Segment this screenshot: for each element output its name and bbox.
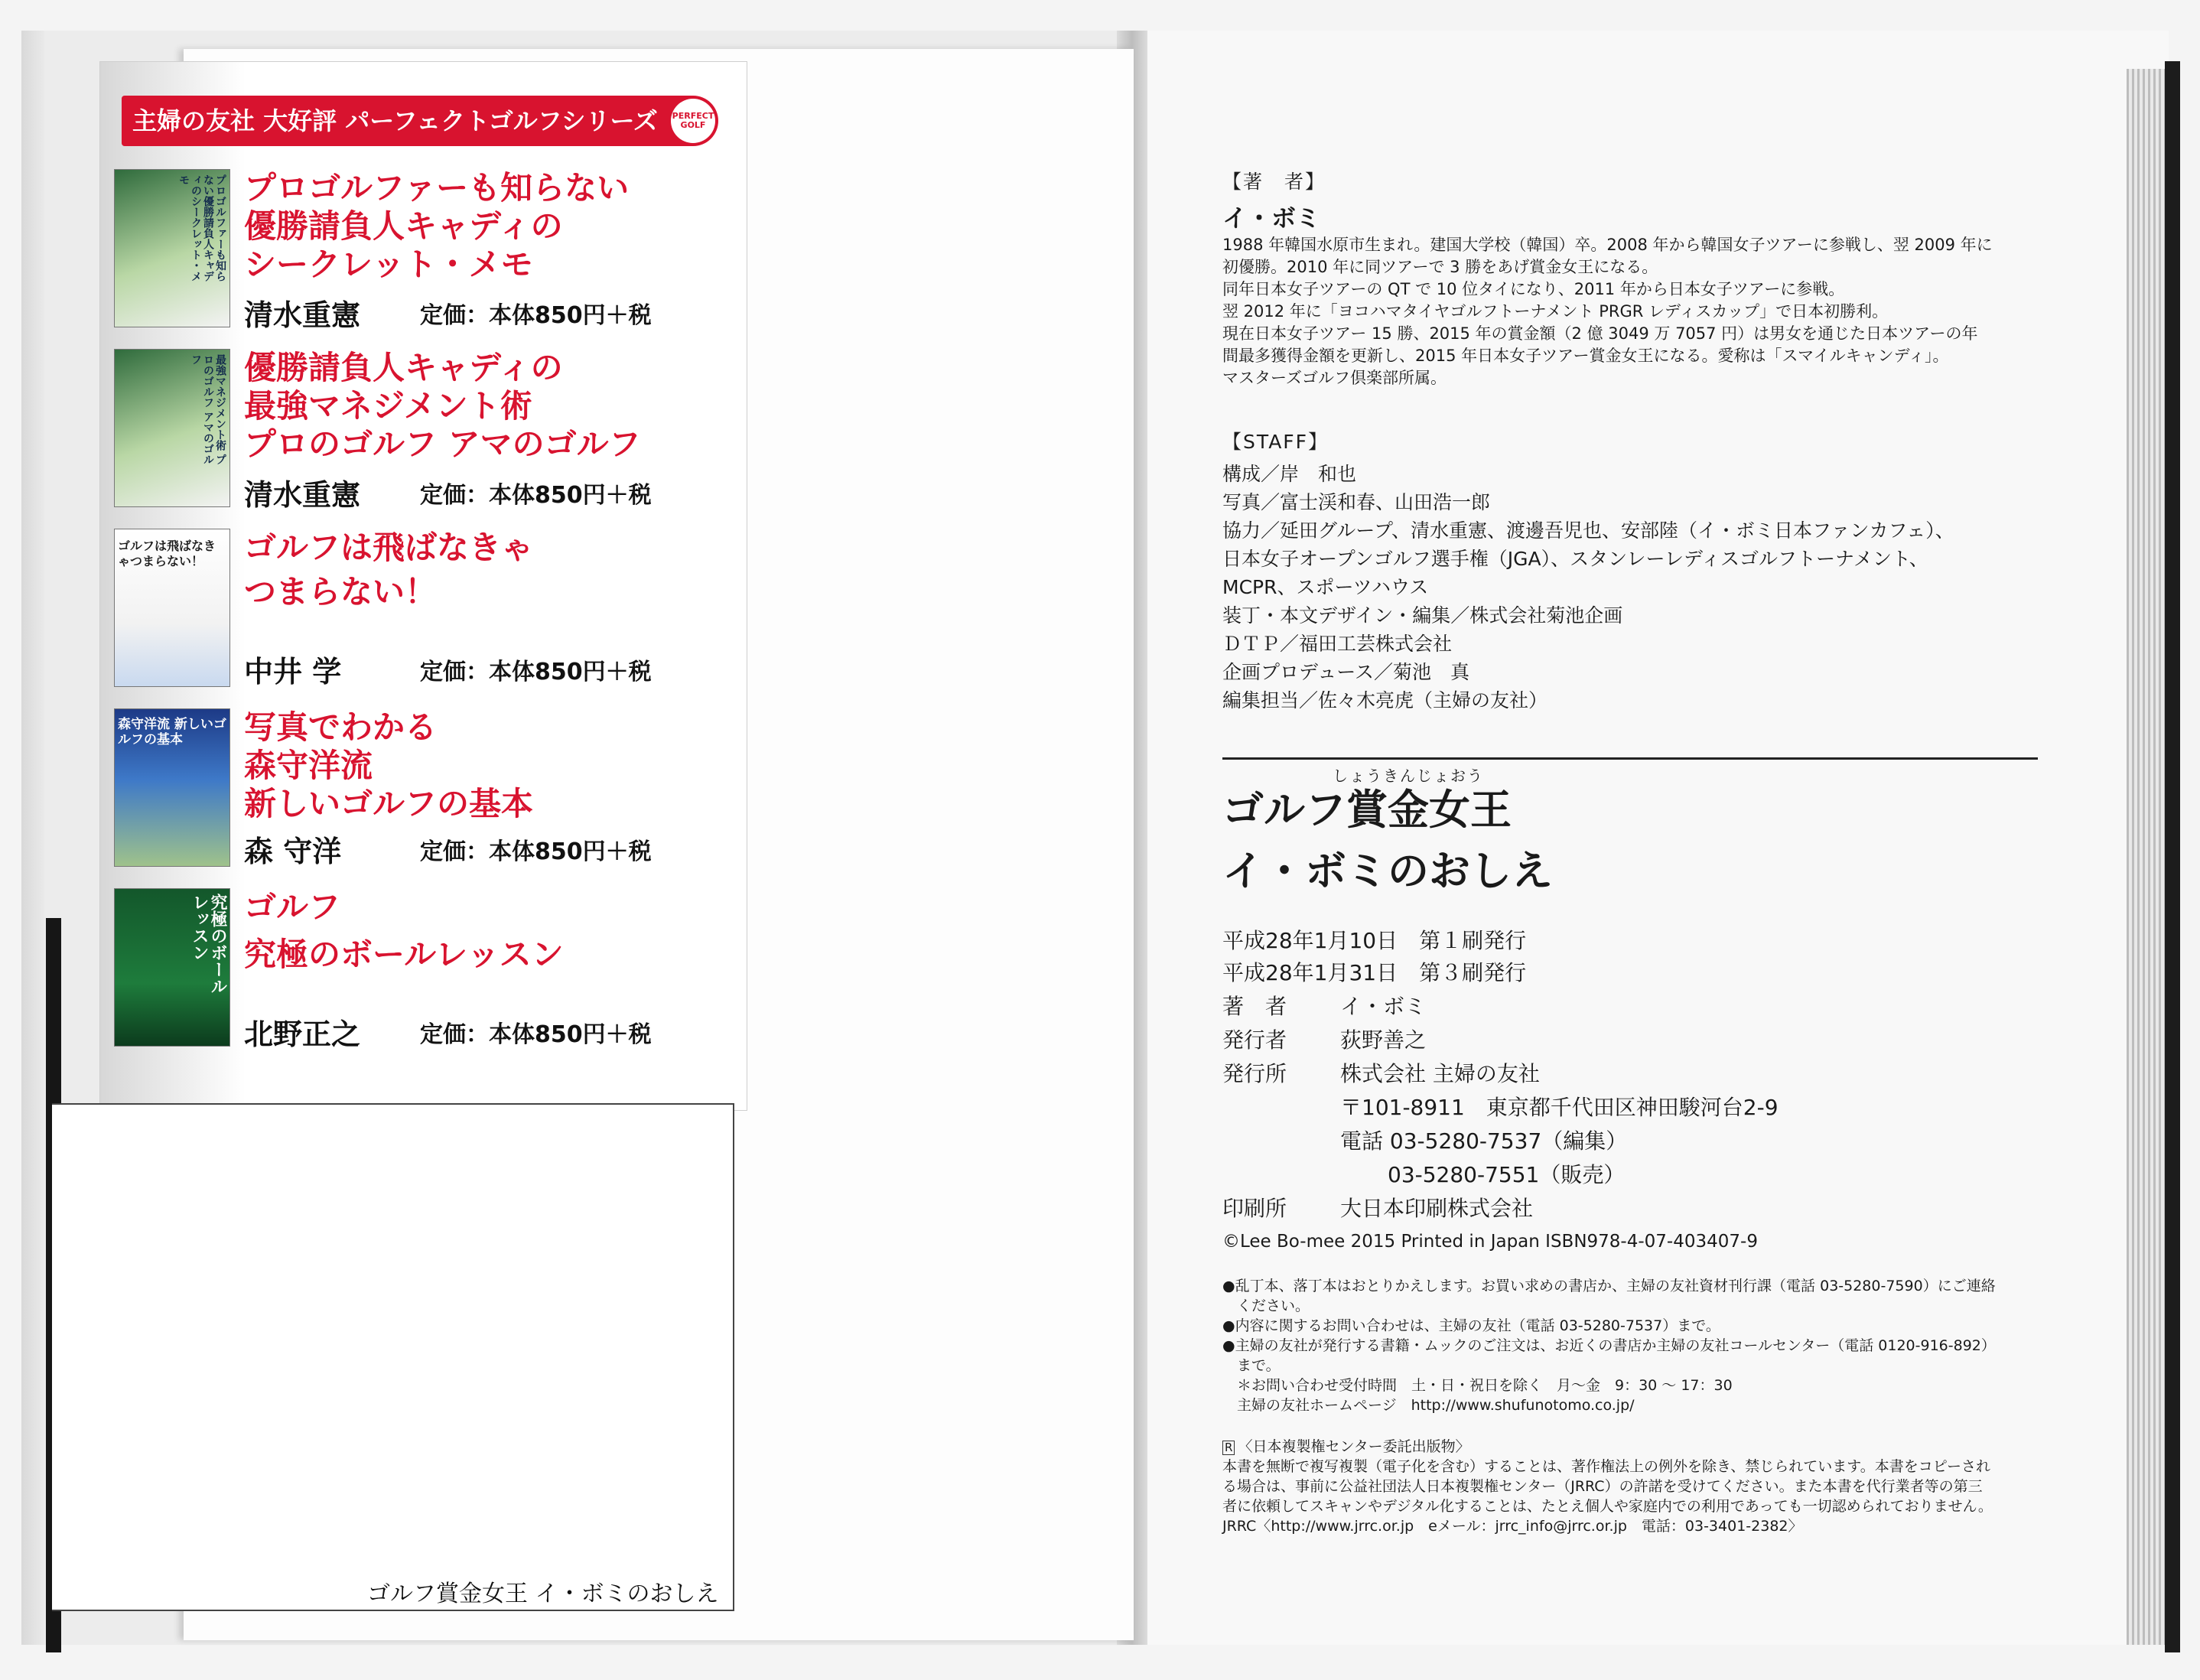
book-title-line: ゴルフは飛ばなきゃ: [244, 529, 534, 566]
staff-line: 協力／延田グループ、清水重憲、渡邊吾児也、安部陸（イ・ボミ日本ファンカフェ）、: [1222, 519, 1954, 542]
note-line: まで。: [1222, 1357, 1281, 1374]
pub-value: 株式会社 主婦の友社: [1340, 1061, 1540, 1086]
book-title-line: 新しいゴルフの基本: [244, 785, 534, 822]
cover-title: 森守洋流 新しいゴルフの基本: [118, 717, 226, 747]
jrrc-heading-line: [1222, 1437, 1993, 1457]
series-header: [122, 96, 718, 146]
right-cover-edge: [2165, 61, 2180, 1652]
staff-line: 写真／富士渓和春、山田浩一郎: [1222, 491, 1491, 513]
book-title: [244, 708, 533, 823]
staff-line: 装丁・本文デザイン・編集／株式会社菊池企画: [1222, 604, 1623, 627]
book-cover: [114, 169, 230, 327]
jrrc-notice: [1222, 1437, 1993, 1536]
copyright-line: ©Lee Bo-mee 2015 Printed in Japan ISBN978-4-07-403407-9: [1222, 1232, 1758, 1252]
staff-line: 日本女子オープンゴルフ選手権（JGA）、スタンレーレディスゴルフトーナメント、: [1222, 548, 1928, 570]
pub-value: 大日本印刷株式会社: [1340, 1196, 1534, 1221]
book-title-line: 最強マネジメント術: [244, 387, 532, 425]
book-author: 中井 学: [244, 655, 342, 689]
book-item: [114, 708, 734, 877]
book-title-line: 究極のボールレッスン: [244, 936, 564, 973]
jrrc-line: 者に依頼してスキャンやデジタル化することは、たとえ個人や家庭内での利用であっても一切認められておりません。: [1222, 1498, 1993, 1515]
spine-title: ゴルフ賞金女王 イ・ボミのおしえ: [367, 1581, 719, 1607]
book-price: 定価：本体850円＋税: [420, 1021, 652, 1048]
blank-label-sheet: [52, 1103, 734, 1611]
pub-value: イ・ボミ: [1340, 994, 1427, 1019]
book-author: 北野正之: [244, 1017, 361, 1051]
book-title-line1: ゴルフ賞金女王: [1222, 786, 1512, 834]
book-title: [244, 169, 629, 284]
book-title-line2: イ・ボミのおしえ: [1222, 847, 1553, 895]
author-heading: 【著 者】: [1222, 171, 1326, 193]
jrrc-line: 本書を無断で複写複製（電子化を含む）することは、著作権法上の例外を除き、禁じられています。本書をコピーされ: [1222, 1458, 1990, 1475]
pub-value: 荻野善之: [1340, 1027, 1427, 1053]
edition-line: 平成28年1月10日 第１刷発行: [1222, 928, 1527, 953]
book-item: [114, 529, 734, 697]
bio-line: 現在日本女子ツアー 15 勝、2015 年の賞金額（2 億 3049 万 7057 円）は男女を通じた日本ツアーの年: [1222, 324, 1978, 343]
staff-line: 編集担当／佐々木亮虎（主婦の友社）: [1222, 689, 1548, 711]
book-title: [244, 888, 564, 974]
book-title-line: シークレット・メモ: [244, 246, 533, 283]
cover-title: 究極のボールレッスン: [190, 894, 227, 995]
cover-title: 最強マネジメント術 プロのゴルフ アマのゴルフ: [190, 354, 226, 465]
cover-title: プロゴルファーも知らない優勝請負人キャディのシークレット・メモ: [177, 174, 226, 282]
staff-line: ＤＴＰ／福田工芸株式会社: [1222, 633, 1453, 655]
bio-line: マスターズゴルフ倶楽部所属。: [1222, 369, 1447, 387]
staff-line: MCPR、スポーツハウス: [1222, 576, 1429, 598]
book-author: 森 守洋: [244, 835, 342, 868]
staff-line: 構成／岸 和也: [1222, 463, 1357, 485]
pub-label: 印刷所: [1222, 1196, 1287, 1221]
staff-line: 企画プロデュース／菊池 真: [1222, 661, 1470, 683]
cover-title: ゴルフは飛ばなきゃつまらない！: [118, 539, 216, 568]
book-cover: [114, 349, 230, 507]
book-title-line: 優勝請負人キャディの: [244, 207, 563, 245]
pub-phone: 電話 03-5280-7537（編集）: [1340, 1128, 1628, 1154]
author-name: イ・ボミ: [1222, 203, 1321, 233]
perfect-golf-logo: PERFECT GOLF: [671, 99, 715, 143]
book-title: [244, 529, 533, 611]
book-title-line: 優勝請負人キャディの: [244, 349, 563, 386]
jrrc-line: JRRC〈http://www.jrrc.or.jp eメール：jrrc_info@jrrc.or.jp 電話：03-3401-2382〉: [1222, 1518, 1803, 1535]
bio-line: 初優勝。2010 年に同ツアーで 3 勝をあげ賞金女王になる。: [1222, 258, 1658, 276]
book-cover: [114, 888, 230, 1047]
book-item: [114, 169, 734, 337]
book-author: 清水重憲: [244, 478, 361, 512]
book-title-line: プロのゴルフ アマのゴルフ: [244, 425, 641, 463]
note-line: 主婦の友社ホームページ http://www.shufunotomo.co.jp/: [1222, 1397, 1635, 1414]
title-furigana: しょうきんじょおう: [1333, 767, 1484, 785]
author-bio: [1222, 234, 1993, 389]
book-price: 定価：本体850円＋税: [420, 659, 652, 685]
edition-line: 平成28年1月31日 第３刷発行: [1222, 960, 1527, 985]
pub-address: 〒101-8911 東京都千代田区神田駿河台2-9: [1340, 1095, 1779, 1120]
note-line: ●乱丁本、落丁本はおとりかえします。お買い求めの書店か、主婦の友社資材刊行課（電話 03-5280-7590）にご連絡: [1222, 1278, 1996, 1294]
pub-label: 発行所: [1222, 1061, 1287, 1086]
book-title: [244, 349, 641, 464]
book-title-line: 写真でわかる: [244, 708, 438, 746]
book-item: [114, 888, 734, 1057]
book-price: 定価：本体850円＋税: [420, 302, 652, 329]
pub-phone: 03-5280-7551（販売）: [1388, 1162, 1626, 1187]
staff-heading: 【STAFF】: [1222, 431, 1329, 453]
divider-rule: [1222, 757, 2038, 760]
book-title-line: つまらない！: [244, 573, 438, 610]
jrrc-line: る場合は、事前に公益社団法人日本複製権センター（JRRC）の許諾を受けてください。また本書を代行業者等の第三: [1222, 1478, 1983, 1495]
jrrc-r-mark: R: [1222, 1441, 1235, 1455]
series-header-text: 主婦の友社 大好評 パーフェクトゴルフシリーズ: [132, 106, 658, 135]
bio-line: 翌 2012 年に「ヨコハマタイヤゴルフトーナメント PRGR レディスカップ」で日本初勝利。: [1222, 302, 1889, 321]
jrrc-heading: 〈日本複製権センター委託出版物〉: [1238, 1438, 1470, 1455]
book-title-line: プロゴルファーも知らない: [244, 169, 630, 207]
note-line: ください。: [1222, 1297, 1310, 1314]
book-author: 清水重憲: [244, 298, 361, 332]
note-line: ＊お問い合わせ受付時間 土・日・祝日を除く 月～金 9：30 ～ 17：30: [1222, 1377, 1733, 1394]
book-item: [114, 349, 734, 517]
note-line: ●内容に関するお問い合わせは、主婦の友社（電話 03-5280-7537）まで。: [1222, 1317, 1720, 1334]
book-price: 定価：本体850円＋税: [420, 482, 652, 509]
pub-label: 著 者: [1222, 994, 1287, 1019]
pub-label: 発行者: [1222, 1027, 1287, 1053]
book-cover: [114, 529, 230, 687]
series-advertisement: [99, 61, 747, 1111]
book-price: 定価：本体850円＋税: [420, 838, 652, 865]
book-cover: [114, 708, 230, 867]
note-line: ●主婦の友社が発行する書籍・ムックのご注文は、お近くの書店か主婦の友社コールセンター（電話 0120-916-892）: [1222, 1337, 1996, 1354]
bio-line: 1988 年韓国水原市生まれ。建国大学校（韓国）卒。2008 年から韓国女子ツアーに参戦し、翌 2009 年に: [1222, 236, 1993, 254]
notes: [1222, 1276, 1996, 1415]
book-title-line: 森守洋流: [244, 747, 373, 784]
book-title-line: ゴルフ: [244, 888, 341, 926]
bio-line: 間最多獲得金額を更新し、2015 年日本女子ツアー賞金女王になる。愛称は「スマイルキャンディ」。: [1222, 347, 1949, 365]
bio-line: 同年日本女子ツアーの QT で 10 位タイになり、2011 年から日本女子ツアーに参戦。: [1222, 280, 1845, 298]
